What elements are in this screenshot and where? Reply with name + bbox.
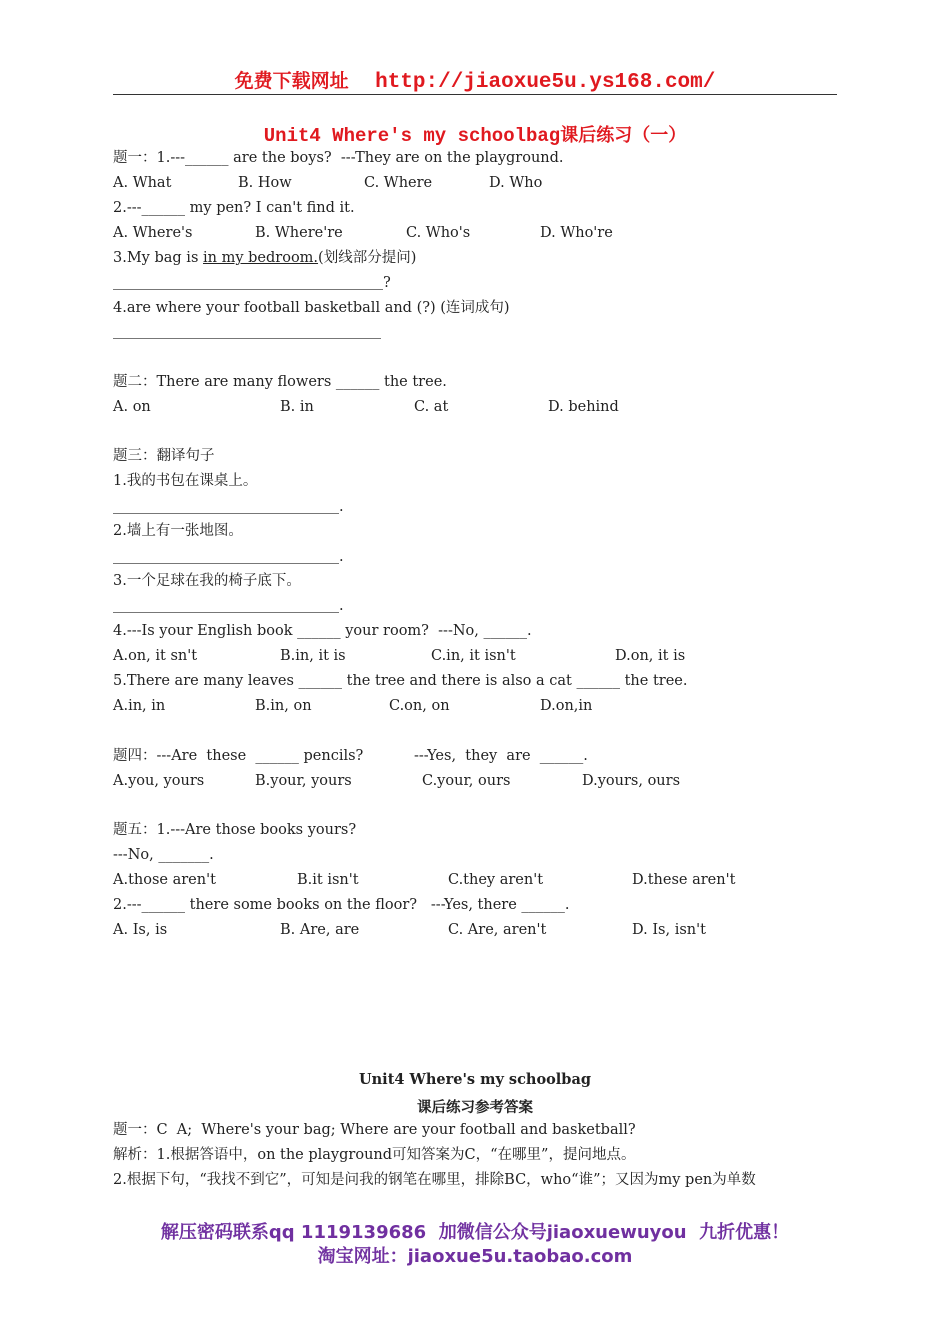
q3-4-opt-c: C.in, it isn't <box>431 648 516 664</box>
q3-5-opt-a: A.in, in <box>113 698 166 714</box>
q3-dot-1: . <box>339 499 344 515</box>
answers-title: Unit4 Where's my schoolbag <box>359 1071 591 1088</box>
q1-line3 <box>113 249 416 267</box>
q3-5-opt-b: B.in, on <box>255 698 312 714</box>
header-divider <box>113 94 837 95</box>
q1-opt-b: B. How <box>238 175 292 191</box>
q5-opt-c: C.they aren't <box>448 872 544 888</box>
q1-opt-a: A. What <box>113 175 172 191</box>
q1-line3-underlined: in my bedroom. <box>203 250 319 266</box>
q1-2-opt-d: D. Who're <box>540 225 613 241</box>
footer-text-e: 九折优惠！ <box>699 1222 790 1243</box>
title-unit: Unit4 Where's my schoolbag <box>263 125 561 147</box>
q3-5-opt-d: D.on,in <box>540 698 593 714</box>
q4-opt-b: B.your, yours <box>255 773 352 789</box>
footer-text-a: 解压密码联系 <box>160 1222 269 1243</box>
q3-sentence-1: 1.我的书包在课桌上。 <box>113 473 258 489</box>
q5-opt-d: D.these aren't <box>632 872 736 888</box>
footer-qq: qq 1119139686 <box>268 1222 427 1243</box>
q3-blank-1 <box>113 513 339 514</box>
answers-subtitle: 课后练习参考答案 <box>417 1099 533 1116</box>
q1-2-opt-c: C. Who's <box>406 225 471 241</box>
q5-2-opt-d: D. Is, isn't <box>632 922 706 938</box>
header-label: 免费下载网址 <box>234 70 349 92</box>
q3-sentence-4: 4.---Is your English book ______ your room? ---No, ______. <box>113 623 532 639</box>
q1-answer-blank-3 <box>113 289 383 290</box>
q2-opt-a: A. on <box>113 399 151 415</box>
answers-line1: 题一：C A; Where's your bag; Where are your football and basketball? <box>113 1122 636 1138</box>
q5-opt-a: A.those aren't <box>113 872 216 888</box>
footer-shop-label: 淘宝网址： <box>317 1246 408 1267</box>
header-url-link[interactable]: http://jiaoxue5u.ys168.com/ <box>375 71 716 94</box>
site-header <box>0 66 950 94</box>
q1-opt-d: D. Who <box>489 175 543 191</box>
footer-wechat: jiaoxuewuyou <box>546 1222 687 1243</box>
footer-contact <box>0 1218 950 1244</box>
q5-line3: 2.---______ there some books on the floor? ---Yes, there ______. <box>113 897 570 913</box>
q2-opt-d: D. behind <box>548 399 619 415</box>
q1-opt-c: C. Where <box>364 175 433 191</box>
answers-line3: 2.根据下句，“我找不到它”，可知是问我的钢笔在哪里，排除BC，who“谁”；又因为my pen为单数 <box>113 1172 756 1188</box>
q3-dot-3: . <box>339 598 344 614</box>
q3-sentence-3: 3.一个足球在我的椅子底下。 <box>113 573 301 589</box>
q5-2-opt-a: A. Is, is <box>113 922 168 938</box>
q3-4-opt-d: D.on, it is <box>615 648 686 664</box>
q5-opt-b: B.it isn't <box>297 872 359 888</box>
q3-sentence-2: 2.墙上有一张地图。 <box>113 523 243 539</box>
q3-dot-2: . <box>339 549 344 565</box>
q1-line1: 题一：1.---______ are the boys? ---They are on the playground. <box>113 150 564 166</box>
q5-2-opt-c: C. Are, aren't <box>448 922 547 938</box>
q3-heading: 题三：翻译句子 <box>113 448 215 464</box>
q4-opt-c: C.your, ours <box>422 773 511 789</box>
q4-opt-a: A.you, yours <box>113 773 205 789</box>
q5-line1: 题五：1.---Are those books yours? <box>113 822 357 838</box>
q1-line2: 2.---______ my pen? I can't find it. <box>113 200 355 216</box>
q1-line3-prefix: 3.My bag is <box>113 250 203 266</box>
page-title <box>0 121 950 147</box>
q3-blank-2 <box>113 563 339 564</box>
q1-2-opt-b: B. Where're <box>255 225 343 241</box>
q2-opt-b: B. in <box>280 399 314 415</box>
footer-text-c: 加微信公众号 <box>438 1222 547 1243</box>
footer-shop-url-link[interactable]: jiaoxue5u.taobao.com <box>407 1246 633 1267</box>
q4-opt-d: D.yours, ours <box>582 773 681 789</box>
q1-answer-blank-4 <box>113 338 381 339</box>
q3-4-opt-a: A.on, it sn't <box>113 648 198 664</box>
q5-line2: ---No, _______. <box>113 847 214 863</box>
q4-line1: 题四：---Are these ______ pencils? ---Yes, they are ______. <box>113 748 588 764</box>
q3-blank-3 <box>113 612 339 613</box>
q3-4-opt-b: B.in, it is <box>280 648 346 664</box>
title-suffix: 课后练习（一） <box>560 125 687 146</box>
q2-opt-c: C. at <box>414 399 449 415</box>
q1-line3-suffix: (划线部分提问) <box>318 250 417 266</box>
q1-line4: 4.are where your football basketball and (?) (连词成句) <box>113 300 510 316</box>
q1-line3-mark: ? <box>383 275 391 291</box>
footer-shop <box>0 1242 950 1268</box>
q3-5-opt-c: C.on, on <box>389 698 450 714</box>
q3-sentence-5: 5.There are many leaves ______ the tree and there is also a cat ______ the tree. <box>113 673 688 689</box>
answers-line2: 解析：1.根据答语中，on the playground可知答案为C，“在哪里”，提问地点。 <box>113 1147 636 1163</box>
q1-2-opt-a: A. Where's <box>113 225 193 241</box>
q2-line1: 题二：There are many flowers ______ the tree. <box>113 374 447 390</box>
q5-2-opt-b: B. Are, are <box>280 922 360 938</box>
